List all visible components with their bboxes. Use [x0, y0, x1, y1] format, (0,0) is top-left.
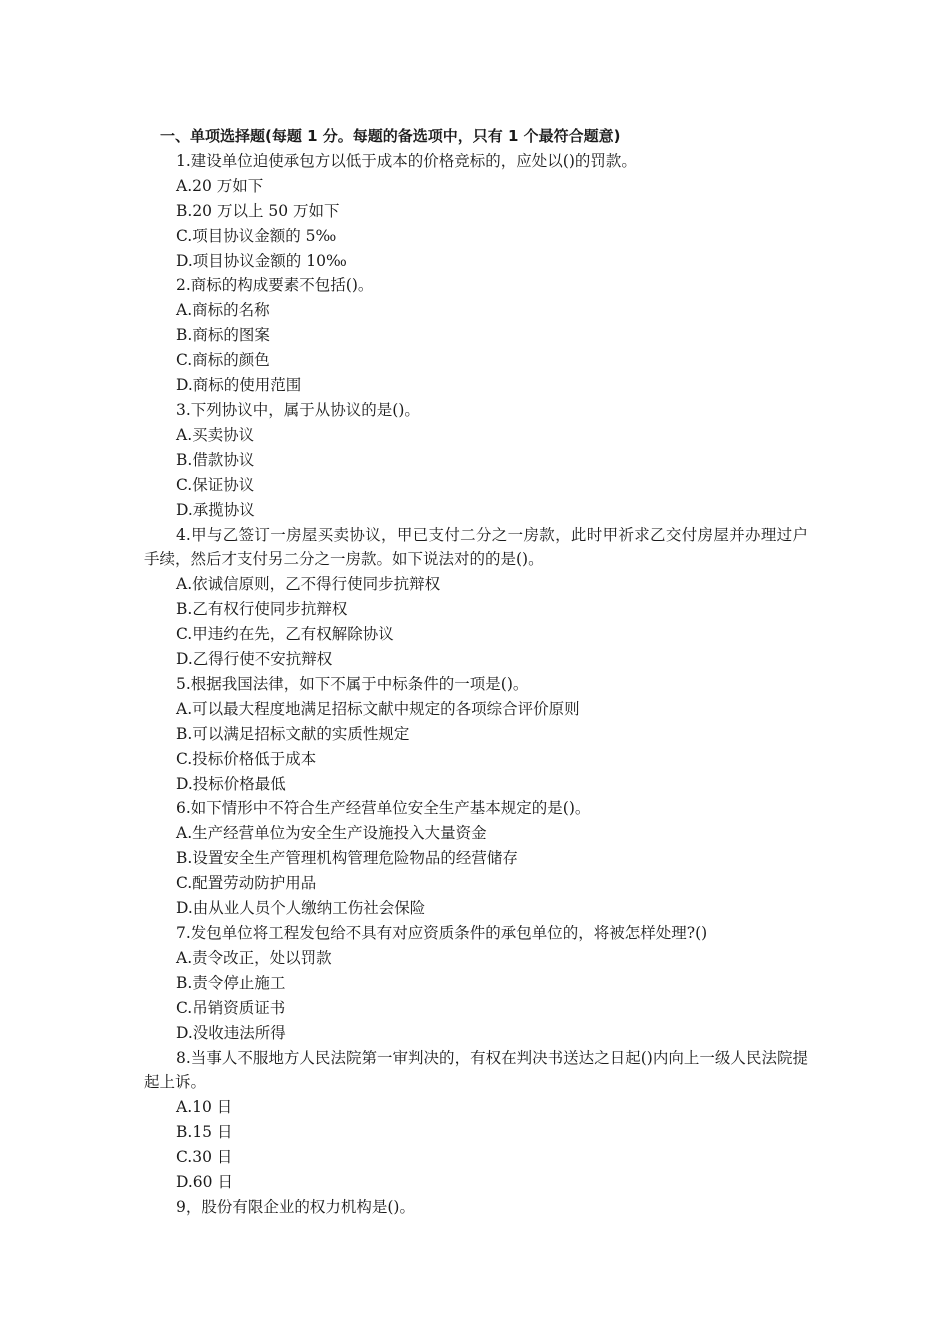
question-stem: 3.下列协议中，属于从协议的是()。 [176, 400, 420, 419]
option: D.商标的使用范围 [176, 376, 302, 395]
question-stem: 8.当事人不服地方人民法院第一审判决的，有权在判决书送达之日起()内向上一级人民法院提起上诉。 [144, 1048, 808, 1092]
option: D.没收违法所得 [176, 1023, 286, 1042]
option: A.可以最大程度地满足招标文献中规定的各项综合评价原则 [176, 699, 580, 718]
option: D.乙得行使不安抗辩权 [176, 650, 333, 669]
option: A.责令改正，处以罚款 [176, 948, 332, 967]
option: B.商标的图案 [176, 326, 270, 345]
option: C.项目协议金额的 5‰ [176, 226, 337, 245]
option: A.20 万如下 [176, 176, 264, 195]
option: A.10 日 [176, 1098, 233, 1117]
option: B.借款协议 [176, 450, 255, 469]
document-body [144, 124, 808, 1220]
option: C.吊销资质证书 [176, 998, 286, 1017]
option: C.投标价格低于成本 [176, 749, 317, 768]
option: A.买卖协议 [176, 425, 255, 444]
option: B.15 日 [176, 1123, 233, 1142]
question-stem: 9，股份有限企业的权力机构是()。 [176, 1197, 415, 1216]
option: C.30 日 [176, 1148, 233, 1167]
option: A.依诚信原则，乙不得行使同步抗辩权 [176, 575, 441, 594]
option: C.甲违约在先，乙有权解除协议 [176, 625, 394, 644]
option: D.投标价格最低 [176, 774, 286, 793]
option: C.配置劳动防护用品 [176, 874, 317, 893]
option: B.可以满足招标文献的实质性规定 [176, 724, 410, 743]
question-stem: 7.发包单位将工程发包给不具有对应资质条件的承包单位的，将被怎样处理?() [176, 924, 708, 942]
option: C.商标的颜色 [176, 351, 270, 370]
option: D.项目协议金额的 10‰ [176, 251, 347, 270]
option: B.设置安全生产管理机构管理危险物品的经营储存 [176, 849, 518, 868]
option: A.生产经营单位为安全生产设施投入大量资金 [176, 824, 487, 843]
option: B.责令停止施工 [176, 973, 286, 992]
option: D.由从业人员个人缴纳工伤社会保险 [176, 899, 426, 918]
option: D.60 日 [176, 1173, 233, 1192]
question-stem: 1.建设单位迫使承包方以低于成本的价格竞标的，应处以()的罚款。 [176, 151, 637, 170]
option: D.承揽协议 [176, 500, 255, 519]
section-title: 一、单项选择题(每题 1 分。每题的备选项中，只有 1 个最符合题意) [160, 127, 621, 145]
option: B.20 万以上 50 万如下 [176, 201, 340, 220]
question-stem: 4.甲与乙签订一房屋买卖协议，甲已支付二分之一房款，此时甲祈求乙交付房屋并办理过户手续，然后才支付另二分之一房款。如下说法对的的是()。 [144, 525, 808, 569]
question-stem: 5.根据我国法律，如下不属于中标条件的一项是()。 [176, 674, 529, 693]
option: B.乙有权行使同步抗辩权 [176, 600, 348, 619]
question-stem: 6.如下情形中不符合生产经营单位安全生产基本规定的是()。 [176, 799, 591, 818]
option: C.保证协议 [176, 475, 255, 494]
option: A.商标的名称 [176, 301, 270, 320]
question-stem: 2.商标的构成要素不包括()。 [176, 276, 374, 295]
